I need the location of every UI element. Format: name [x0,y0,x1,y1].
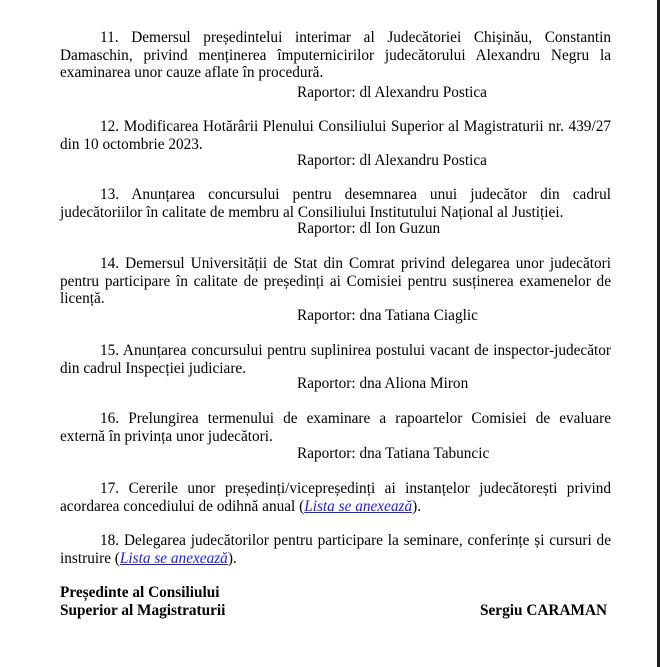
signature-title [60,584,225,619]
item-number: 12. [100,118,120,135]
agenda-item-12 [60,118,611,153]
item-number: 14. [100,255,120,272]
rapporteur-14: Raportor: dna Tatiana Ciaglic [297,307,478,324]
rapporteur-13: Raportor: dl Ion Guzun [297,220,441,237]
item-text: Cererile unor președinți/vicepreședinți ai instanțelor judecătorești privind acordarea concediului de odihnă anual ( [60,480,611,515]
item-number: 18. [100,532,120,549]
annex-list-link-18[interactable]: Lista se anexează [119,549,228,567]
item-number: 17. [100,480,120,497]
item-text: Modificarea Hotărârii Plenului Consiliului Superior al Magistraturii nr. 439/27 din 10 octombrie 2023. [60,118,611,153]
signature-title-line1: Președinte al Consiliului [60,584,220,601]
rapporteur-11: Raportor: dl Alexandru Postica [297,84,487,101]
agenda-item-11 [60,29,611,82]
agenda-item-16 [60,410,611,445]
item-text: Prelungirea termenului de examinare a rapoartelor Comisiei de evaluare externă în privința unor judecători. [60,410,612,445]
rapporteur-12: Raportor: dl Alexandru Postica [297,152,487,169]
signature-name: Sergiu CARAMAN [480,601,608,619]
item-text-end: ). [227,549,237,567]
item-text: Delegarea judecătorilor pentru participare la seminare, conferințe și cursuri de instruire ( [60,532,611,567]
signature-title-line2: Superior al Magistraturii [60,601,226,619]
agenda-item-17 [60,480,611,515]
agenda-item-18 [60,532,611,567]
agenda-item-13 [60,186,611,221]
rapporteur-15: Raportor: dna Aliona Miron [297,375,469,392]
agenda-item-14 [60,255,611,308]
item-number: 16. [100,410,120,427]
agenda-item-15 [60,342,611,377]
item-text-end: ). [412,497,422,515]
annex-list-link-17[interactable]: Lista se anexează [304,497,413,515]
item-number: 13. [100,186,120,203]
item-number: 15. [100,342,120,359]
item-text: Anunțarea concursului pentru desemnarea unui judecător din cadrul judecătoriilor în calitate de membru al Consiliului Institutului Național al Justiției. [60,186,611,221]
item-number: 11. [100,29,119,46]
rapporteur-16: Raportor: dna Tatiana Tabuncic [297,445,490,462]
item-text: Demersul Universității de Stat din Comrat privind delegarea unor judecători pentru participare în calitate de președinți ai Comisiei pentru susținerea examenelor de licență. [60,255,611,308]
item-text: Demersul președintelui interimar al Judecătoriei Chișinău, Constantin Damaschin, privind menținerea împuternicirilor judecătorului Alexandru Negru la examinarea unor cauze aflate în procedură. [60,29,611,82]
item-text: Anunțarea concursului pentru suplinirea postului vacant de inspector-judecător din cadrul Inspecției judiciare. [60,342,611,377]
